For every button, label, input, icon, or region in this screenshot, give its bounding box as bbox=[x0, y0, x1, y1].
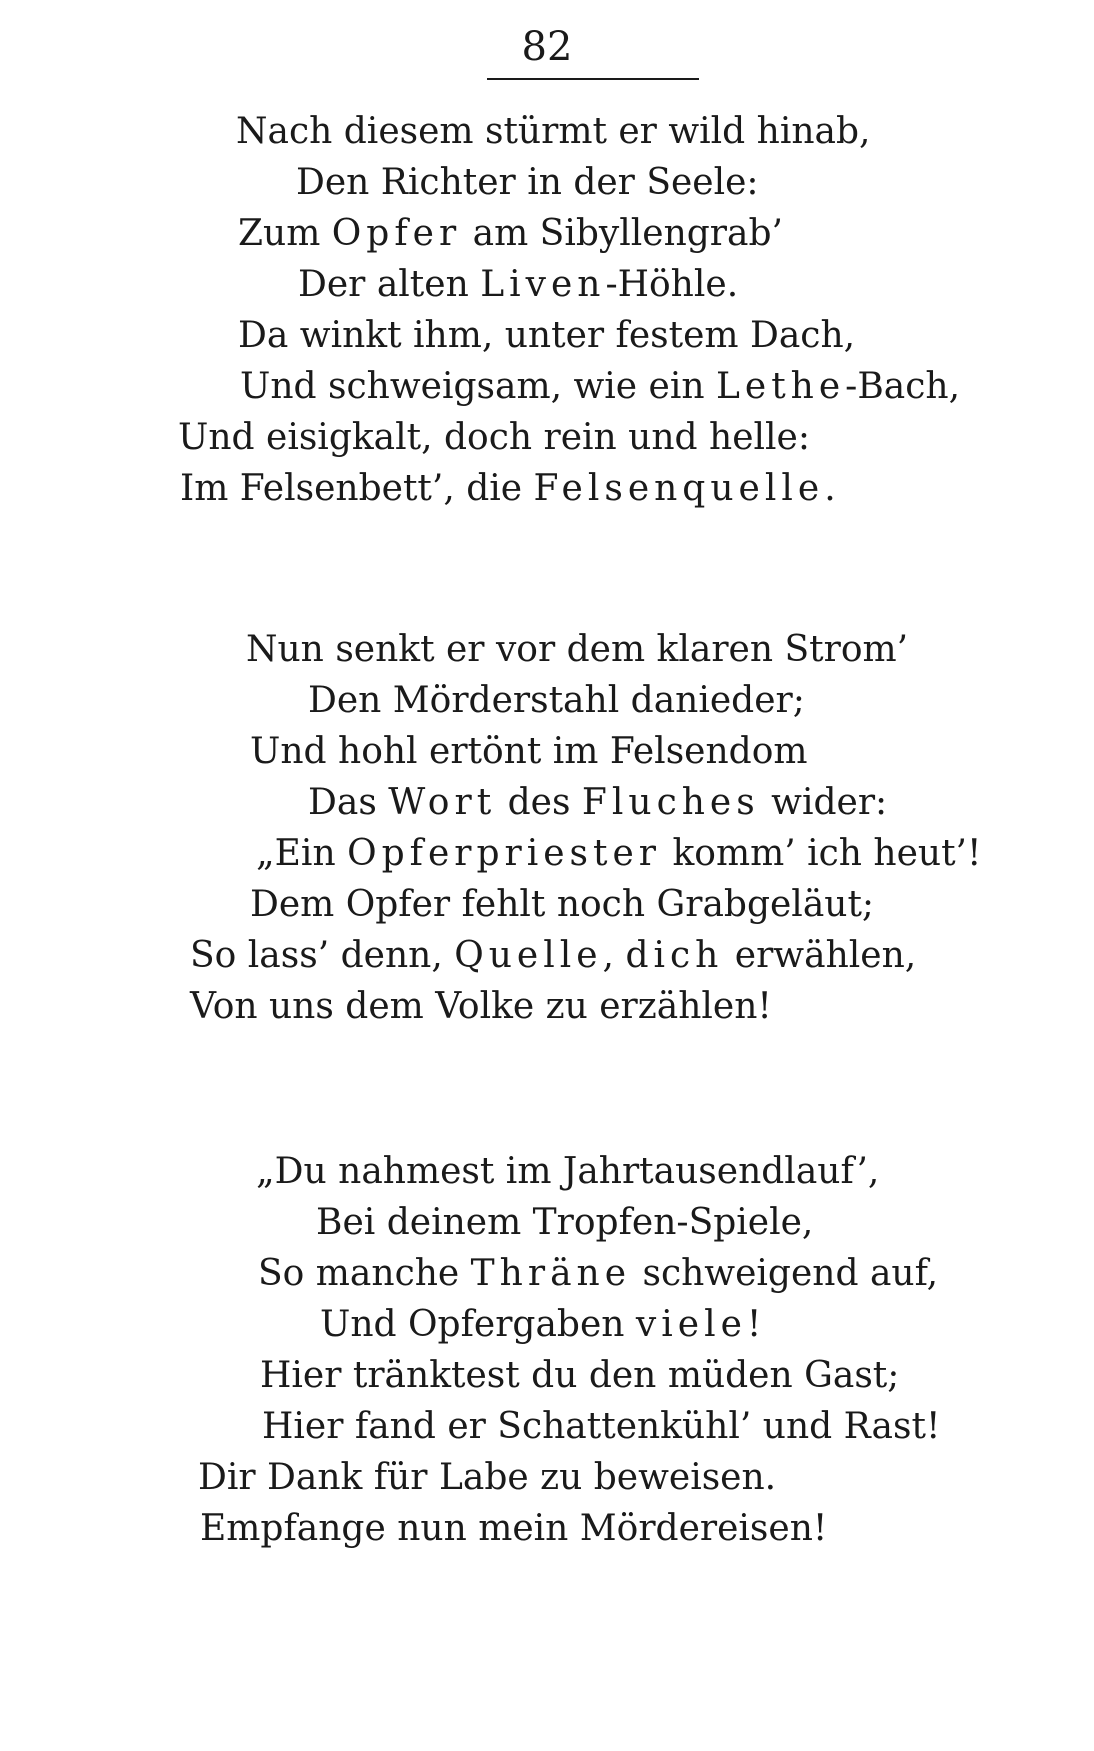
line-text: Der alten bbox=[298, 264, 481, 305]
poem-line bbox=[190, 936, 916, 976]
spaced-emphasis-text: Felsenquelle bbox=[533, 468, 825, 509]
line-text: Hier tränktest du den müden Gast; bbox=[260, 1355, 900, 1396]
poem-line bbox=[256, 1152, 879, 1192]
page-number: 82 bbox=[521, 24, 573, 70]
line-text: ! bbox=[746, 1304, 762, 1345]
line-text: am Sibyllengrab’ bbox=[461, 213, 783, 254]
spaced-emphasis-text: Fluches bbox=[581, 782, 760, 823]
spaced-emphasis-text: Lethe bbox=[716, 366, 846, 407]
poem-line bbox=[236, 112, 870, 152]
line-text: Hier fand er Schattenkühl’ und Rast! bbox=[262, 1406, 941, 1447]
spaced-emphasis-text: Opferpriester bbox=[347, 833, 662, 874]
poem-line bbox=[260, 1356, 899, 1396]
line-text: Und eisigkalt, doch rein und helle: bbox=[178, 417, 810, 458]
poem-line bbox=[298, 265, 738, 305]
line-text: Nun senkt er vor dem klaren Strom’ bbox=[246, 629, 909, 670]
line-text: wider: bbox=[759, 782, 888, 823]
poem-line bbox=[190, 987, 772, 1027]
spaced-emphasis-text: Thräne bbox=[470, 1253, 632, 1294]
poem-line bbox=[198, 1458, 776, 1498]
spaced-emphasis-text: dich bbox=[625, 935, 724, 976]
poem-line bbox=[180, 469, 836, 509]
line-text: Bei deinem Tropfen-Spiele, bbox=[316, 1202, 814, 1243]
line-text: Zum bbox=[238, 213, 332, 254]
line-text: Dir Dank für Labe zu beweisen. bbox=[198, 1457, 777, 1498]
line-text: „Ein bbox=[256, 833, 348, 874]
line-text: schweigend auf, bbox=[631, 1253, 939, 1294]
line-text: Den Richter in der Seele: bbox=[296, 162, 759, 203]
poem-line bbox=[296, 163, 759, 203]
line-text: -Bach, bbox=[845, 366, 961, 407]
line-text: . bbox=[824, 468, 836, 509]
poem-line bbox=[238, 214, 783, 254]
poem-line bbox=[250, 732, 808, 772]
line-text: Von uns dem Volke zu erzählen! bbox=[190, 986, 772, 1027]
poem-line bbox=[258, 1254, 938, 1294]
line-text: Da winkt ihm, unter festem Dach, bbox=[238, 315, 856, 356]
poem-line bbox=[262, 1407, 940, 1447]
spaced-emphasis-text: Opfer bbox=[331, 213, 462, 254]
page-number-rule bbox=[487, 78, 699, 80]
line-text: Und Opfergaben bbox=[320, 1304, 636, 1345]
poem-line bbox=[250, 885, 874, 925]
poem-line bbox=[238, 316, 855, 356]
spaced-emphasis-text: viele bbox=[635, 1304, 747, 1345]
line-text: So lass’ denn, bbox=[190, 935, 455, 976]
line-text: , bbox=[602, 935, 626, 976]
line-text: Den Mörderstahl danieder; bbox=[308, 680, 805, 721]
line-text: komm’ ich heut’! bbox=[661, 833, 982, 874]
spaced-emphasis-text: Wort bbox=[388, 782, 497, 823]
poem-line bbox=[178, 418, 810, 458]
poem-line bbox=[256, 834, 981, 874]
poem-line bbox=[308, 783, 887, 823]
spaced-emphasis-text: Liven bbox=[480, 264, 606, 305]
line-text: des bbox=[496, 782, 582, 823]
line-text: Und hohl ertönt im Felsendom bbox=[250, 731, 808, 772]
spaced-emphasis-text: Quelle bbox=[454, 935, 603, 976]
poem-line bbox=[320, 1305, 761, 1345]
poem-line bbox=[316, 1203, 813, 1243]
line-text: Und schweigsam, wie ein bbox=[240, 366, 716, 407]
line-text: Im Felsenbett’, die bbox=[180, 468, 534, 509]
poem-line bbox=[308, 681, 805, 721]
poem-line bbox=[246, 630, 908, 670]
line-text: So manche bbox=[258, 1253, 471, 1294]
poem-line bbox=[200, 1509, 827, 1549]
line-text: Dem Opfer fehlt noch Grabgeläut; bbox=[250, 884, 875, 925]
line-text: „Du nahmest im Jahrtausendlauf’, bbox=[256, 1151, 880, 1192]
line-text: erwählen, bbox=[723, 935, 917, 976]
line-text: -Höhle. bbox=[605, 264, 739, 305]
poem-line bbox=[240, 367, 960, 407]
line-text: Nach diesem stürmt er wild hinab, bbox=[236, 111, 871, 152]
line-text: Das bbox=[308, 782, 389, 823]
line-text: Empfange nun mein Mördereisen! bbox=[200, 1508, 828, 1549]
